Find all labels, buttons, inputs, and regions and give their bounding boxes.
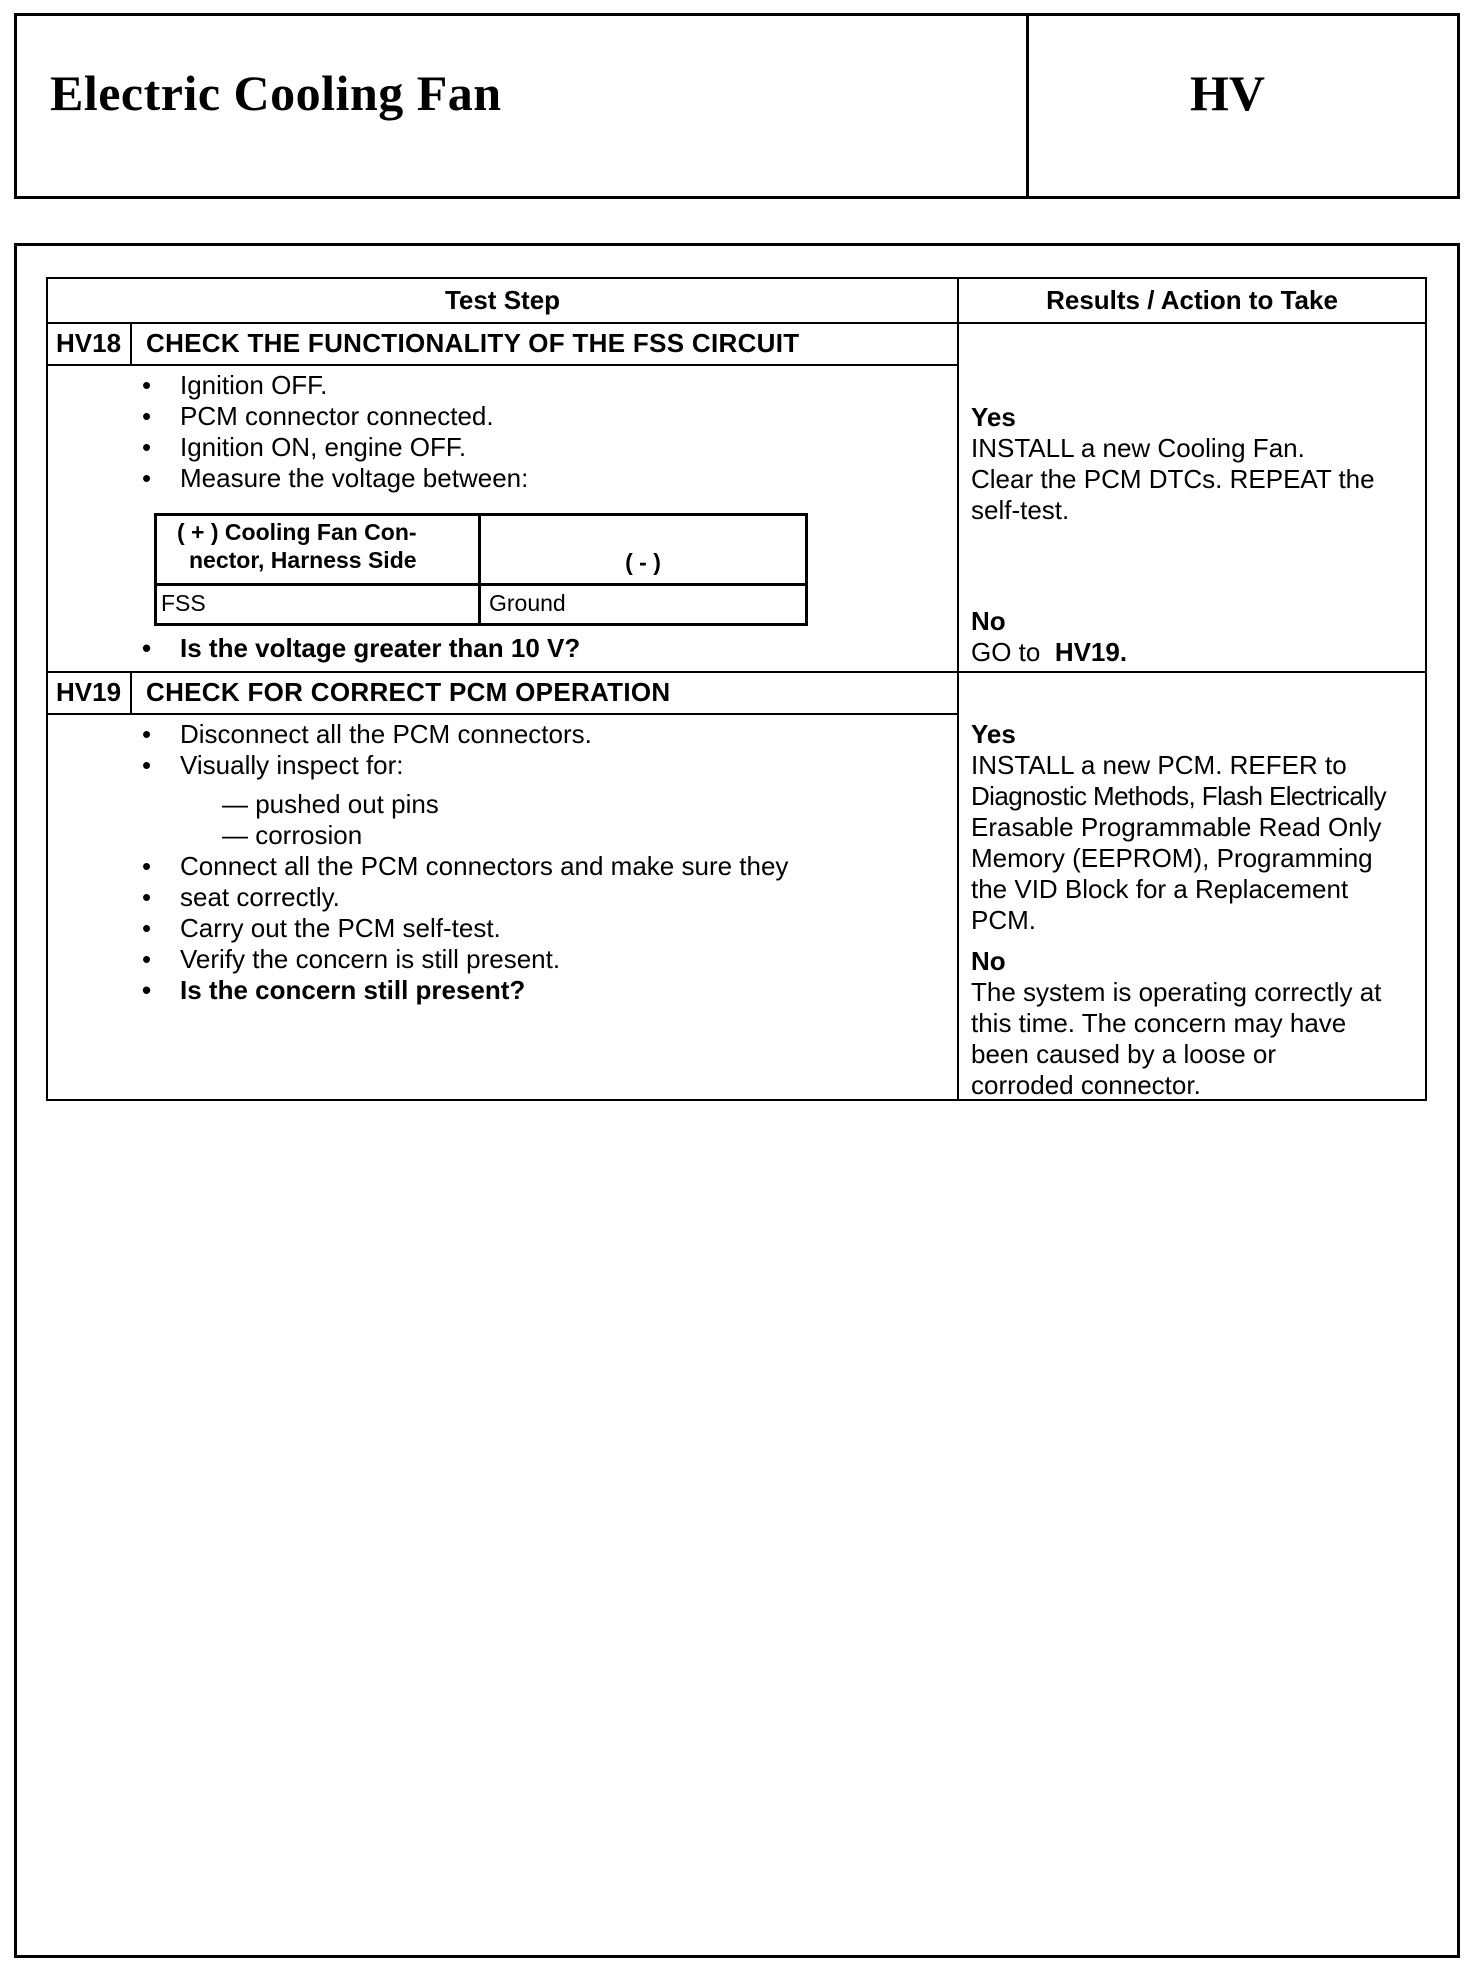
no-label: No <box>971 606 1006 636</box>
no-label: No <box>971 946 1006 976</box>
hv19-no-result <box>971 946 1417 1101</box>
header-rule <box>48 322 1425 324</box>
measurement-row-left: FSS <box>161 590 206 616</box>
result-line: self-test. <box>971 495 1070 525</box>
measurement-table <box>154 513 808 626</box>
result-line: Diagnostic Methods, Flash Electrically <box>971 781 1387 811</box>
column-divider <box>957 279 959 1099</box>
result-line: Clear the PCM DTCs. REPEAT the <box>971 464 1375 494</box>
step-separator <box>48 671 1425 673</box>
hv19-title-rule <box>48 713 957 715</box>
hv19-sub-list <box>222 789 439 851</box>
result-line: INSTALL a new Cooling Fan. <box>971 433 1305 463</box>
step-id: HV18 <box>56 328 122 358</box>
sub-item: — corrosion <box>222 820 363 850</box>
list-item: • Measure the voltage between: <box>138 463 528 494</box>
sub-item: — pushed out pins <box>222 789 439 819</box>
hv19-yes-result <box>971 719 1417 936</box>
hv18-id-divider <box>130 322 132 364</box>
yes-label: Yes <box>971 719 1016 749</box>
result-line: Memory (EEPROM), Programming <box>971 843 1373 873</box>
result-line: INSTALL a new PCM. REFER to <box>971 750 1347 780</box>
list-item: • Visually inspect for: <box>138 750 592 781</box>
list-item: • Is the concern still present? <box>138 975 788 1006</box>
list-item: • Connect all the PCM connectors and make sure they <box>138 851 788 882</box>
list-item: • seat correctly. <box>138 882 788 913</box>
result-line: the VID Block for a Replacement <box>971 874 1349 904</box>
hv18-question <box>138 633 580 664</box>
measurement-table-rule <box>157 583 805 586</box>
hv19-id-divider <box>130 671 132 713</box>
page-title: Electric Cooling Fan <box>50 65 502 121</box>
no-action-text: GO to <box>971 637 1041 667</box>
measurement-head-right: ( - ) <box>625 549 661 575</box>
list-item: • PCM connector connected. <box>138 401 528 432</box>
result-line: The system is operating correctly at <box>971 977 1382 1007</box>
diagnostic-table <box>46 277 1427 1101</box>
hv19-step-list-a <box>138 719 592 781</box>
hv18-yes-result <box>971 402 1417 526</box>
hv18-title-rule <box>48 364 957 366</box>
no-action-ref: HV19. <box>1054 637 1128 667</box>
list-item: • Carry out the PCM self-test. <box>138 913 788 944</box>
measurement-head-left-2: nector, Harness Side <box>189 547 417 573</box>
measurement-row-right: Ground <box>489 590 566 616</box>
yes-label: Yes <box>971 402 1016 432</box>
result-line: Erasable Programmable Read Only <box>971 812 1382 842</box>
column-header-results: Results / Action to Take <box>1046 285 1338 315</box>
section-code: HV <box>1190 65 1265 121</box>
result-line <box>971 637 1417 668</box>
result-line: this time. The concern may have <box>971 1008 1347 1038</box>
list-item: • Ignition OFF. <box>138 370 528 401</box>
result-line: been caused by a loose or <box>971 1039 1276 1069</box>
step-id: HV19 <box>56 677 122 707</box>
hv18-step-list <box>138 370 528 494</box>
list-item: • Verify the concern is still present. <box>138 944 788 975</box>
result-line: corroded connector. <box>971 1070 1201 1100</box>
result-line: PCM. <box>971 905 1036 935</box>
hv19-step-list-b <box>138 851 788 1006</box>
measurement-head-left-1: ( + ) Cooling Fan Con- <box>177 519 417 545</box>
step-title: CHECK FOR CORRECT PCM OPERATION <box>146 677 671 707</box>
list-item: • Ignition ON, engine OFF. <box>138 432 528 463</box>
step-title: CHECK THE FUNCTIONALITY OF THE FSS CIRCUIT <box>146 328 800 358</box>
hv18-no-result <box>971 606 1417 668</box>
column-header-test-step: Test Step <box>444 285 561 315</box>
list-item: • Is the voltage greater than 10 V? <box>138 633 580 664</box>
list-item: • Disconnect all the PCM connectors. <box>138 719 592 750</box>
